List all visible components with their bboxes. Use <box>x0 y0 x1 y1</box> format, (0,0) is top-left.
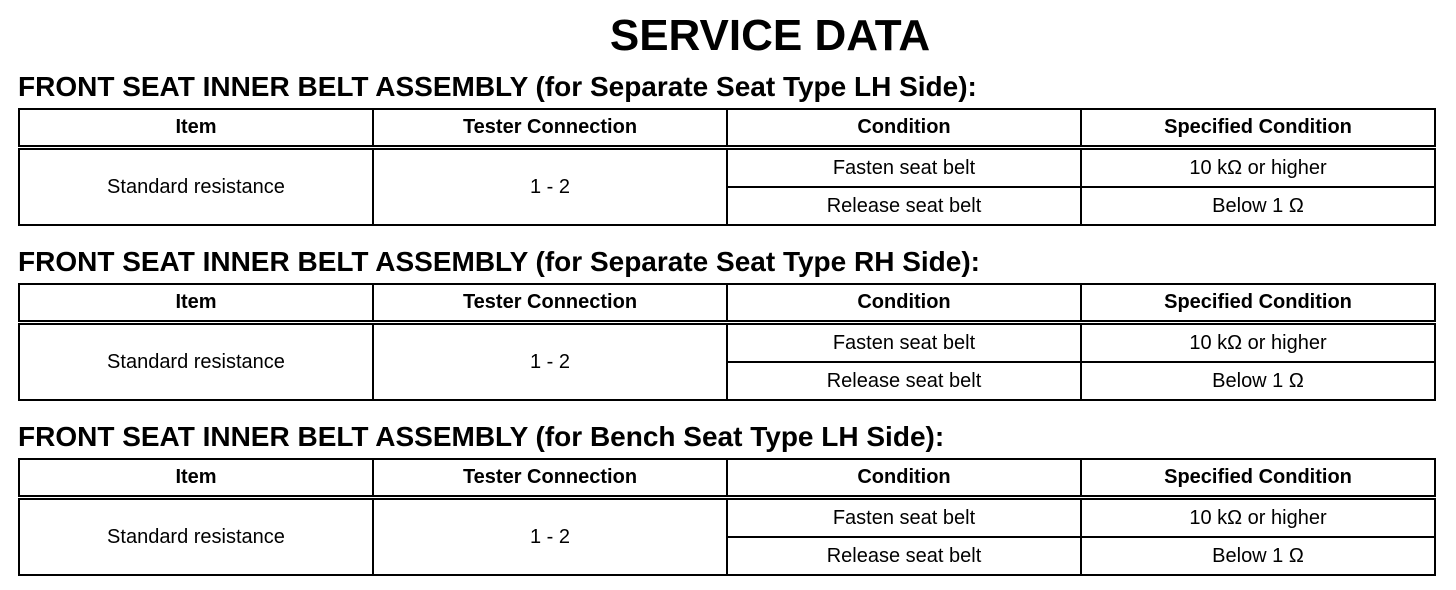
condition-cell: Fasten seat belt <box>727 148 1081 188</box>
table-header-row <box>19 109 1435 148</box>
column-header-specified-condition: Specified Condition <box>1081 109 1435 148</box>
table-row <box>19 498 1435 538</box>
specified-condition-cell: 10 kΩ or higher <box>1081 323 1435 363</box>
column-header-condition: Condition <box>727 284 1081 323</box>
column-header-tester-connection: Tester Connection <box>373 109 727 148</box>
item-cell: Standard resistance <box>19 148 373 226</box>
column-header-tester-connection: Tester Connection <box>373 459 727 498</box>
condition-cell: Fasten seat belt <box>727 323 1081 363</box>
tester-connection-cell: 1 - 2 <box>373 323 727 401</box>
column-header-specified-condition: Specified Condition <box>1081 459 1435 498</box>
condition-cell: Release seat belt <box>727 537 1081 575</box>
column-header-condition: Condition <box>727 109 1081 148</box>
specified-condition-cell: 10 kΩ or higher <box>1081 498 1435 538</box>
specified-condition-cell: Below 1 Ω <box>1081 362 1435 400</box>
condition-cell: Release seat belt <box>727 187 1081 225</box>
table-row <box>19 148 1435 188</box>
column-header-specified-condition: Specified Condition <box>1081 284 1435 323</box>
condition-cell: Fasten seat belt <box>727 498 1081 538</box>
section-bench-lh <box>18 420 1436 576</box>
section-separate-lh <box>18 70 1436 226</box>
column-header-condition: Condition <box>727 459 1081 498</box>
column-header-item: Item <box>19 284 373 323</box>
spec-table <box>18 108 1436 226</box>
tester-connection-cell: 1 - 2 <box>373 498 727 576</box>
table-header-row <box>19 459 1435 498</box>
table-row <box>19 323 1435 363</box>
spec-table <box>18 283 1436 401</box>
column-header-item: Item <box>19 109 373 148</box>
spec-table <box>18 458 1436 576</box>
specified-condition-cell: Below 1 Ω <box>1081 537 1435 575</box>
specified-condition-cell: 10 kΩ or higher <box>1081 148 1435 188</box>
item-cell: Standard resistance <box>19 498 373 576</box>
section-separate-rh <box>18 245 1436 401</box>
section-heading: FRONT SEAT INNER BELT ASSEMBLY (for Separate Seat Type LH Side): <box>18 71 977 102</box>
column-header-tester-connection: Tester Connection <box>373 284 727 323</box>
table-header-row <box>19 284 1435 323</box>
section-heading: FRONT SEAT INNER BELT ASSEMBLY (for Bench Seat Type LH Side): <box>18 421 945 452</box>
column-header-item: Item <box>19 459 373 498</box>
specified-condition-cell: Below 1 Ω <box>1081 187 1435 225</box>
condition-cell: Release seat belt <box>727 362 1081 400</box>
tester-connection-cell: 1 - 2 <box>373 148 727 226</box>
item-cell: Standard resistance <box>19 323 373 401</box>
page-title: SERVICE DATA <box>609 11 931 60</box>
section-heading: FRONT SEAT INNER BELT ASSEMBLY (for Separate Seat Type RH Side): <box>18 246 980 277</box>
